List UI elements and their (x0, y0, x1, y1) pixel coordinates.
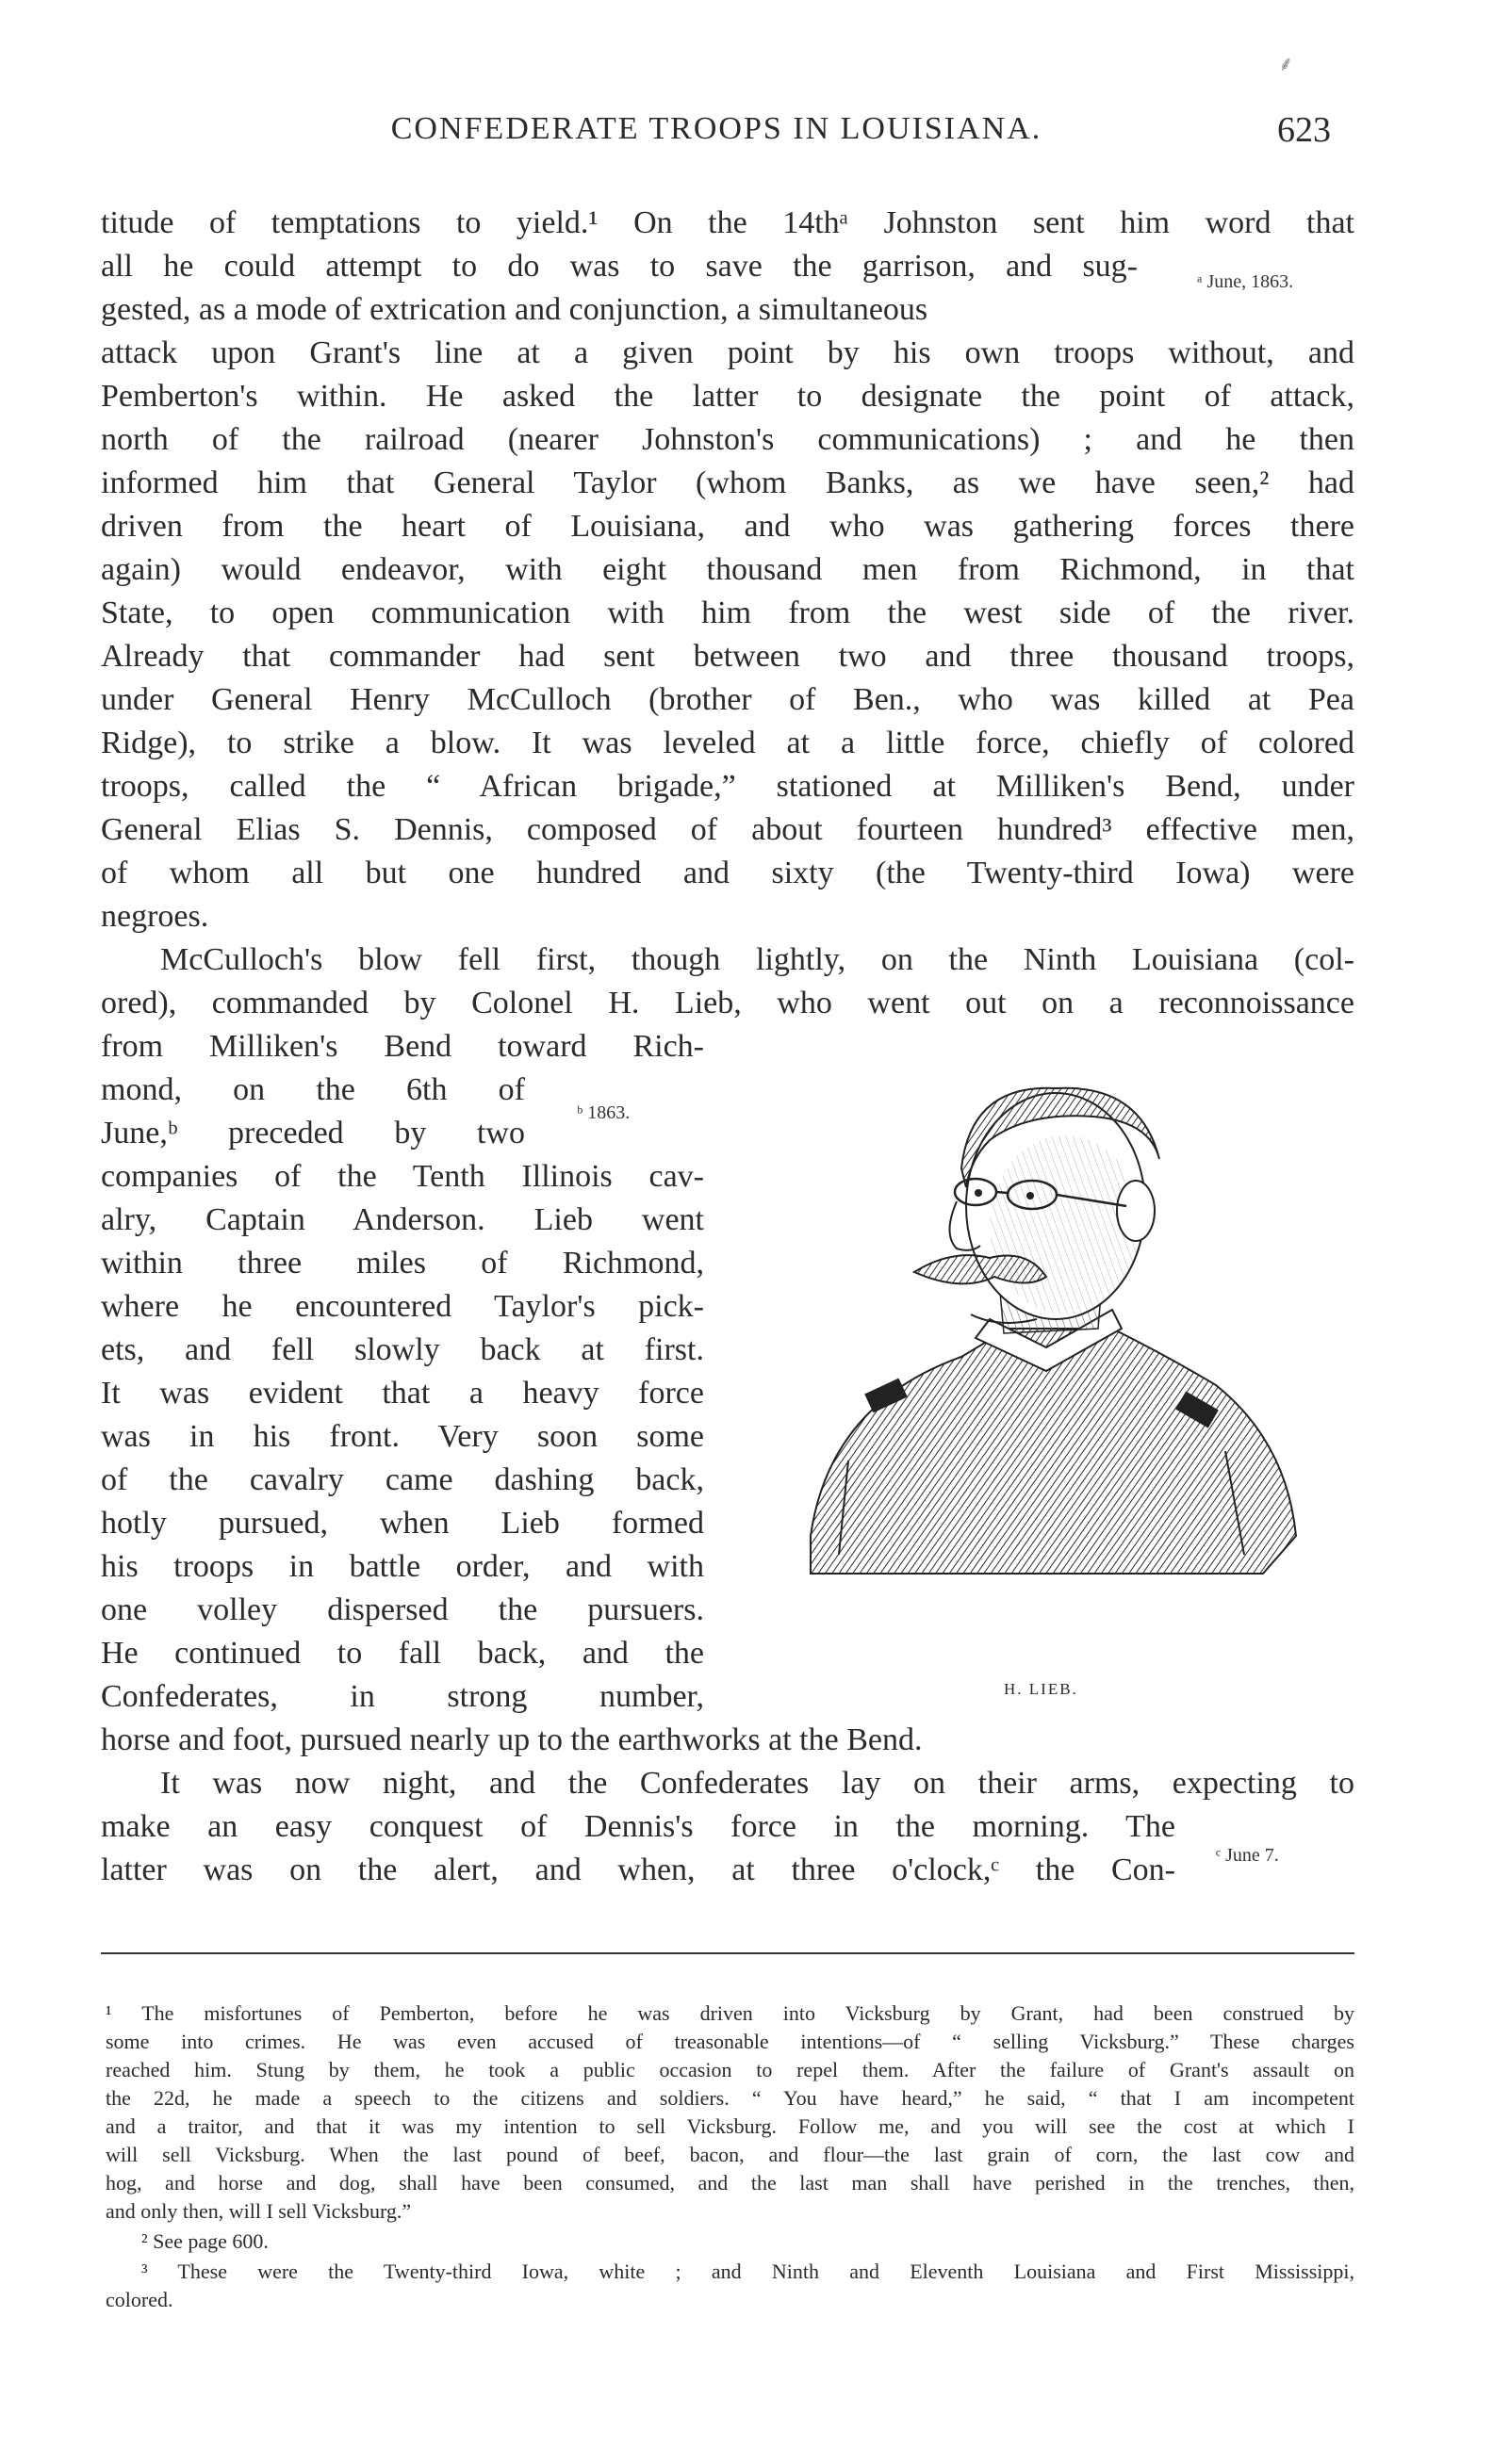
text-line: where he encountered Taylor's pick- (101, 1289, 704, 1324)
text-line: horse and foot, pursued nearly up to the earthworks at the Bend. (101, 1722, 923, 1757)
corner-mark: ⸙ (1278, 52, 1294, 75)
footnote-line: colored. (106, 2288, 173, 2311)
text-line: informed him that General Taylor (whom Banks, as we have seen,² had (101, 465, 1354, 500)
text-line: again) would endeavor, with eight thousand men from Richmond, in that (101, 552, 1354, 587)
running-head: CONFEDERATE TROOPS IN LOUISIANA. (390, 111, 1042, 146)
footnote-line: some into crimes. He was even accused of treasonable intentions—of “ selling Vicksburg.” These charges (106, 2030, 1354, 2053)
text-line: within three miles of Richmond, (101, 1246, 704, 1281)
footnote-line: and only then, will I sell Vicksburg.” (106, 2199, 412, 2223)
text-line: It was evident that a heavy force (101, 1376, 704, 1411)
text-line: titude of temptations to yield.¹ On the 14thᵃ Johnston sent him word that (101, 205, 1354, 240)
text-line: troops, called the “ African brigade,” stationed at Milliken's Bend, under (101, 769, 1354, 804)
text-line: from Milliken's Bend toward Rich- (101, 1029, 704, 1064)
portrait-engraving (773, 1046, 1320, 1611)
text-line: under General Henry McCulloch (brother of Ben., who was killed at Pea (101, 682, 1354, 717)
text-line: It was now night, and the Confederates lay on their arms, expecting to (160, 1766, 1354, 1801)
sidenote-a: ᵃ June, 1863. (1197, 271, 1294, 292)
text-line: negroes. (101, 899, 209, 934)
text-line: alry, Captain Anderson. Lieb went (101, 1202, 704, 1237)
text-line: hotly pursued, when Lieb formed (101, 1506, 704, 1541)
text-line: his troops in battle order, and with (101, 1549, 704, 1584)
text-line: north of the railroad (nearer Johnston's communications) ; and he then (101, 422, 1354, 457)
text-line: Already that commander had sent between two and three thousand troops, (101, 639, 1354, 674)
sidenote-b: ᵇ 1863. (577, 1102, 631, 1123)
sidenote-c: ᶜ June 7. (1216, 1845, 1279, 1866)
portrait-caption: H. LIEB. (1004, 1680, 1078, 1698)
text-line: of the cavalry came dashing back, (101, 1462, 704, 1497)
footnote-line: reached him. Stung by them, he took a public occasion to repel them. After the failure of Grant's assault on (106, 2058, 1354, 2081)
text-line: General Elias S. Dennis, composed of about fourteen hundred³ effective men, (101, 812, 1354, 847)
text-line: driven from the heart of Louisiana, and who was gathering forces there (101, 509, 1354, 544)
footnote-line: ¹ The misfortunes of Pemberton, before he was driven into Vicksburg by Grant, had been construed by (106, 2001, 1354, 2025)
page-header (0, 52, 1493, 168)
footnote-rule (101, 1952, 1354, 1954)
text-line: make an easy conquest of Dennis's force in the morning. The (101, 1809, 1175, 1844)
text-line: was in his front. Very soon some (101, 1419, 704, 1454)
text-line: June,ᵇ preceded by two (101, 1116, 525, 1150)
text-line: Ridge), to strike a blow. It was leveled at a little force, chiefly of colored (101, 726, 1354, 760)
text-line: Confederates, in strong number, (101, 1679, 704, 1714)
text-line: Pemberton's within. He asked the latter to designate the point of attack, (101, 379, 1354, 414)
footnote-line: hog, and horse and dog, shall have been consumed, and the last man shall have perished in the trenches, then, (106, 2171, 1354, 2195)
text-line: ets, and fell slowly back at first. (101, 1332, 704, 1367)
text-line: mond, on the 6th of (101, 1072, 525, 1107)
text-line: of whom all but one hundred and sixty (the Twenty-third Iowa) were (101, 856, 1354, 890)
text-line: McCulloch's blow fell first, though lightly, on the Ninth Louisiana (col- (160, 942, 1354, 977)
page-number: 623 (1277, 110, 1331, 150)
text-line: He continued to fall back, and the (101, 1636, 704, 1671)
footnote-line: ² See page 600. (141, 2229, 269, 2253)
footnote-line: and a traitor, and that it was my intention to sell Vicksburg. Follow me, and you will see the cost at which I (106, 2114, 1354, 2138)
text-line: attack upon Grant's line at a given point by his own troops without, and (101, 335, 1354, 370)
footnote-line: the 22d, he made a speech to the citizens and soldiers. “ You have heard,” he said, “ that I am incompetent (106, 2086, 1354, 2110)
text-line: ored), commanded by Colonel H. Lieb, who went out on a reconnoissance (101, 986, 1354, 1020)
footnote-line: ³ These were the Twenty-third Iowa, white ; and Ninth and Eleventh Louisiana and First Mississippi, (141, 2260, 1354, 2283)
text-line: State, to open communication with him from the west side of the river. (101, 596, 1354, 630)
text-line: all he could attempt to do was to save the garrison, and sug- (101, 249, 1138, 284)
text-line: one volley dispersed the pursuers. (101, 1592, 704, 1627)
footnote-line: will sell Vicksburg. When the last pound of beef, bacon, and flour—the last grain of corn, the last cow and (106, 2143, 1354, 2166)
text-line: gested, as a mode of extrication and conjunction, a simultaneous (101, 292, 928, 327)
engraving-illustration (773, 1046, 1320, 1611)
text-line: companies of the Tenth Illinois cav- (101, 1159, 704, 1194)
text-line: latter was on the alert, and when, at three o'clock,ᶜ the Con- (101, 1852, 1175, 1887)
